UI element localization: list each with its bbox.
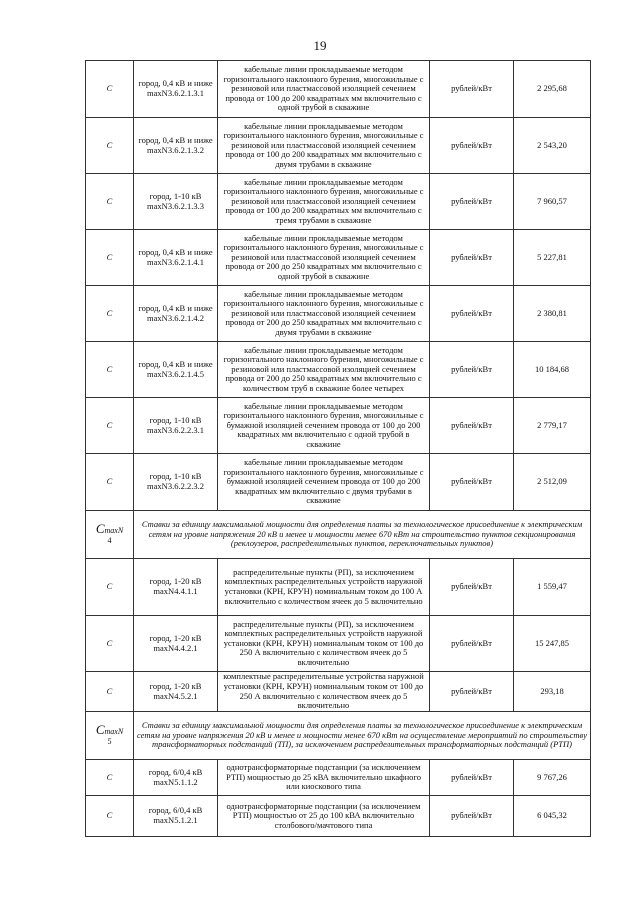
unit-cell: рублей/кВт [430,174,514,230]
section-symbol-subscript: maxN [104,726,124,736]
location-cell [134,174,218,230]
value-cell: 9 767,26 [514,760,591,796]
rate-symbol: C [86,398,134,454]
location-voltage: город, 0,4 кВ и ниже [138,302,213,313]
table-row [86,230,591,286]
rate-code: maxN3.6.2.2.3.2 [147,481,204,491]
description-cell: кабельные линии прокладываемые методом горизонтального наклонного бурения, многожильные с резиновой или пластмассовой изоляцией сечением провода от 100 до 200 квадратных мм включительно с тремя трубами в скважине [218,174,430,230]
description-cell: кабельные линии прокладываемые методом горизонтального наклонного бурения, многожильные с бумажной изоляцией сечением провода от 100 до 200 квадратных мм включительно с двумя трубами в скважине [218,454,430,511]
rate-code: maxN4.4.1.1 [153,586,198,596]
rate-symbol: C [86,61,134,118]
unit-cell: рублей/кВт [430,230,514,286]
section-symbol-main: C [95,721,105,737]
unit-cell: рублей/кВт [430,118,514,174]
rate-symbol: C [86,118,134,174]
location-voltage: город, 1-20 кВ [149,576,202,587]
rate-symbol: C [86,672,134,712]
description-cell: распределительные пункты (РП), за исключением комплектных распределительных устройств наружной установки (КРН, КРУН) номинальным током до 100 А включительно с количеством ячеек до 5 включительно [218,559,430,616]
description-cell: кабельные линии прокладываемые методом горизонтального наклонного бурения, многожильные с бумажной изоляцией сечением провода от 100 до 200 квадратных мм включительно с одной трубой в скважине [218,398,430,454]
unit-cell: рублей/кВт [430,760,514,796]
description-cell: кабельные линии прокладываемые методом горизонтального наклонного бурения, многожильные с резиновой или пластмассовой изоляцией сечением провода от 100 до 200 квадратных мм включительно с одной трубой в скважине [218,61,430,118]
location-cell [134,796,218,837]
description-cell: кабельные линии прокладываемые методом горизонтального наклонного бурения, многожильные с резиновой или пластмассовой изоляцией сечением провода от 100 до 200 квадратных мм включительно с двумя трубами в скважине [218,118,430,174]
rate-symbol: C [86,454,134,511]
table-row [86,342,591,398]
value-cell: 15 247,85 [514,616,591,672]
page-number: 19 [313,38,327,53]
description-cell: кабельные линии прокладываемые методом горизонтального наклонного бурения, многожильные с резиновой или пластмассовой изоляцией сечением провода от 200 до 250 квадратных мм включительно с двумя трубами в скважине [218,286,430,342]
rate-code: maxN4.4.2.1 [153,642,198,653]
value-cell: 6 045,32 [514,796,591,837]
rate-symbol: C [86,796,134,837]
rate-symbol: C [86,286,134,342]
unit-cell: рублей/кВт [430,796,514,837]
section-symbol-index: 5 [107,736,112,746]
rate-symbol: C [86,174,134,230]
location-cell [134,760,218,796]
rate-symbol: C [86,342,134,398]
location-voltage: город, 0,4 кВ и ниже [138,134,213,145]
location-voltage: город, 1-10 кВ [149,471,202,482]
table-row [86,760,591,796]
rate-code: maxN3.6.2.1.3.2 [147,144,204,155]
location-voltage: город, 6/0,4 кВ [148,805,203,816]
rate-code: maxN4.5.2.1 [153,690,198,701]
unit-cell: рублей/кВт [430,342,514,398]
table-row [86,796,591,837]
location-cell [134,454,218,511]
tariff-table-body [86,61,591,837]
location-cell [134,118,218,174]
table-row [86,398,591,454]
value-cell: 2 295,68 [514,61,591,118]
value-cell: 2 512,09 [514,454,591,511]
value-cell: 2 380,81 [514,286,591,342]
unit-cell: рублей/кВт [430,559,514,616]
tariff-table [85,60,591,837]
rate-symbol: C [86,559,134,616]
rate-code: maxN3.6.2.1.4.1 [147,256,204,267]
section-heading: Ставки за единицу максимальной мощности для определения платы за технологическое присоединение к электрическим сетям на уровне напряжения 20 кВ и менее и мощности менее 670 кВт на осуществление мероприятий по строительству трансформаторных подстанций (ТП), за исключением распределительных трансформаторных подстанций (РТП) [134,712,591,760]
unit-cell: рублей/кВт [430,616,514,672]
value-cell: 293,18 [514,672,591,712]
location-cell [134,61,218,118]
rate-code: maxN3.6.2.2.3.1 [147,424,204,435]
section-symbol-index: 4 [107,535,112,545]
description-cell: однотрансформаторные подстанции (за исключением РТП) мощностью до 25 кВА включительно шкафного или киоскового типа [218,760,430,796]
unit-cell: рублей/кВт [430,61,514,118]
location-cell [134,286,218,342]
location-voltage: город, 0,4 кВ и ниже [138,78,213,89]
location-cell [134,559,218,616]
value-cell: 2 779,17 [514,398,591,454]
section-symbol-main: C [95,520,105,536]
location-voltage: город, 0,4 кВ и ниже [138,358,213,369]
value-cell: 1 559,47 [514,559,591,616]
section-header-row [86,511,591,559]
location-voltage: город, 6/0,4 кВ [148,766,203,777]
rate-code: maxN3.6.2.1.4.5 [147,368,204,379]
unit-cell: рублей/кВт [430,454,514,511]
table-row [86,454,591,511]
location-voltage: город, 1-10 кВ [149,190,202,201]
location-cell [134,342,218,398]
value-cell: 7 960,57 [514,174,591,230]
rate-code: maxN5.1.2.1 [153,815,198,825]
table-row [86,174,591,230]
section-symbol [86,511,134,559]
description-cell: кабельные линии прокладываемые методом горизонтального наклонного бурения, многожильные с резиновой или пластмассовой изоляцией сечением провода от 200 до 250 квадратных мм включительно с количеством труб в скважине более четырех [218,342,430,398]
value-cell: 2 543,20 [514,118,591,174]
rate-code: maxN5.1.1.2 [153,776,198,787]
location-cell [134,672,218,712]
location-cell [134,616,218,672]
table-row [86,286,591,342]
location-voltage: город, 1-10 кВ [149,414,202,425]
section-symbol-subscript: maxN [104,525,124,535]
section-heading: Ставки за единицу максимальной мощности для определения платы за технологическое присоединение к электрическим сетям на уровне напряжения 20 кВ и менее и мощности менее 670 кВт на строительство пунктов секционирования (реклоузеров, распределительных пунктов, переключательных пунктов) [134,511,591,559]
table-row [86,559,591,616]
location-cell [134,230,218,286]
rate-code: maxN3.6.2.1.4.2 [147,312,204,323]
unit-cell: рублей/кВт [430,672,514,712]
description-cell: однотрансформаторные подстанции (за исключением РТП) мощностью от 25 до 100 кВА включительно столбового/мачтового типа [218,796,430,837]
unit-cell: рублей/кВт [430,286,514,342]
unit-cell: рублей/кВт [430,398,514,454]
value-cell: 10 184,68 [514,342,591,398]
location-cell [134,398,218,454]
description-cell: комплектные распределительные устройства наружной установки (КРН, КРУН) номинальным током от 100 до 250 А включительно с количеством ячеек до 5 включительно [218,672,430,712]
description-cell: кабельные линии прокладываемые методом горизонтального наклонного бурения, многожильные с резиновой или пластмассовой изоляцией сечением провода от 200 до 250 квадратных мм включительно с одной трубой в скважине [218,230,430,286]
table-row [86,616,591,672]
location-voltage: город, 0,4 кВ и ниже [138,246,213,257]
table-row [86,61,591,118]
location-voltage: город, 1-20 кВ [149,632,202,643]
value-cell: 5 227,81 [514,230,591,286]
table-row [86,672,591,712]
description-cell: распределительные пункты (РП), за исключением комплектных распределительных устройств наружной установки (КРН, КРУН) номинальным током от 100 до 250 А включительно с количеством ячеек до 5 включительно [218,616,430,672]
rate-symbol: C [86,616,134,672]
section-symbol [86,712,134,760]
rate-symbol: C [86,230,134,286]
rate-code: maxN3.6.2.1.3.3 [147,200,204,211]
rate-code: maxN3.6.2.1.3.1 [147,88,204,98]
section-header-row [86,712,591,760]
location-voltage: город, 1-20 кВ [149,680,202,691]
table-row [86,118,591,174]
rate-symbol: C [86,760,134,796]
